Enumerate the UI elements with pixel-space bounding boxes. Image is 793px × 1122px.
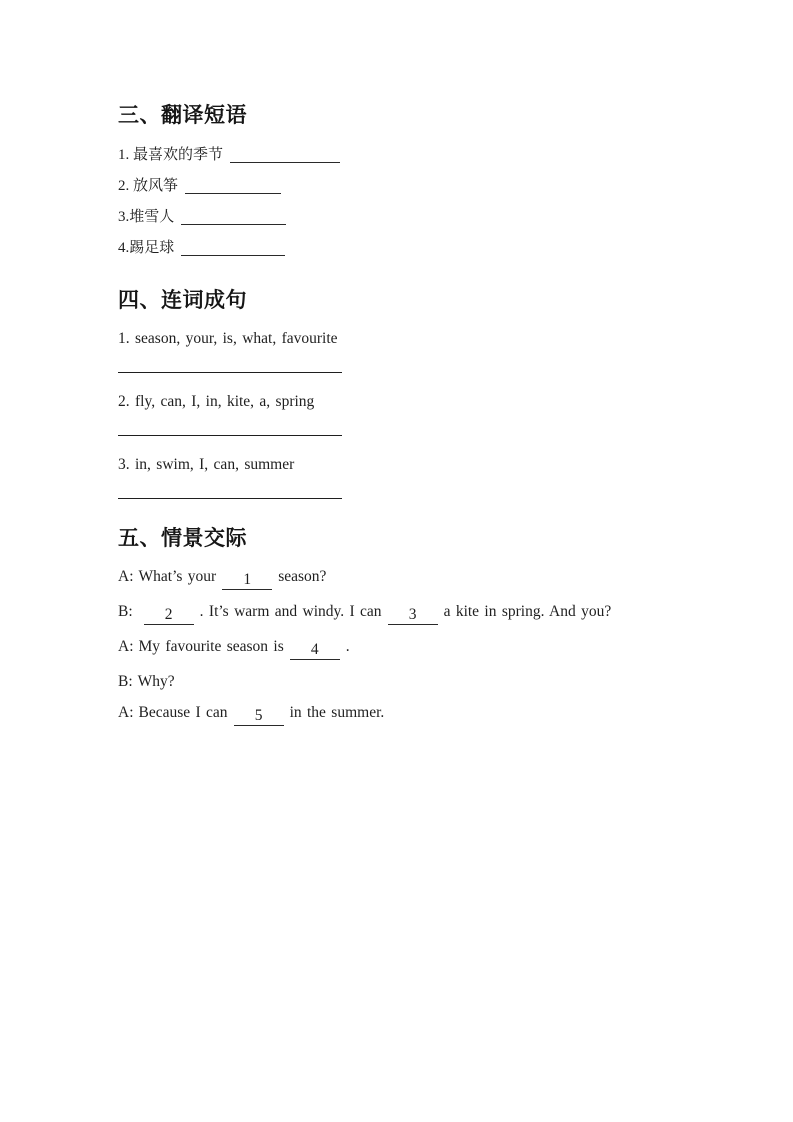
- answer-blank-line: [230, 149, 340, 163]
- translate-item-label: 4.踢足球: [118, 240, 175, 256]
- dialog-speaker: A:: [118, 638, 134, 655]
- numbered-blank: 4: [290, 642, 340, 660]
- dialog-line: [118, 603, 733, 625]
- dialog-line: [118, 638, 733, 660]
- answer-line: [118, 473, 342, 499]
- section-translate-title: 三、翻译短语: [118, 103, 247, 127]
- numbered-blank: 3: [388, 607, 438, 625]
- dialog-speaker: A:: [118, 568, 134, 585]
- translate-item: [118, 147, 733, 163]
- section-situational-dialog: [118, 526, 733, 726]
- numbered-blank: 2: [144, 607, 194, 625]
- answer-blank-line: [181, 211, 286, 225]
- translate-items: [118, 147, 733, 256]
- translate-item: [118, 240, 733, 256]
- dialog-speaker: B:: [118, 603, 133, 620]
- dialog-text: Why?: [137, 673, 175, 690]
- translate-item: [118, 178, 733, 194]
- dialog-text: season?: [278, 568, 327, 585]
- sentence-words: 2. fly, can, I, in, kite, a, spring: [118, 393, 315, 410]
- dialog-line: [118, 673, 733, 691]
- dialog-text: in the summer.: [289, 704, 385, 721]
- dialog-text: . It’s warm and windy. I can: [199, 603, 382, 620]
- dialog-text: Because I can: [138, 704, 228, 721]
- answer-line: [118, 410, 342, 436]
- answer-blank-line: [181, 242, 285, 256]
- dialog-line: [118, 568, 733, 590]
- dialog-speaker: B:: [118, 673, 133, 690]
- sentence-item: [118, 456, 733, 499]
- sentence-words: 1. season, your, is, what, favourite: [118, 330, 338, 347]
- dialog-text: a kite in spring. And you?: [443, 603, 612, 620]
- dialog-text: What’s your: [138, 568, 217, 585]
- sentence-items: [118, 330, 733, 499]
- section-dialog-title: 五、情景交际: [118, 526, 247, 550]
- translate-item: [118, 209, 733, 225]
- dialog-line: [118, 704, 733, 726]
- section-make-sentences: [118, 288, 733, 499]
- section-translate-phrases: [118, 103, 733, 256]
- sentence-item: [118, 330, 733, 373]
- translate-item-label: 2. 放风筝: [118, 178, 179, 194]
- numbered-blank: 5: [234, 708, 284, 726]
- translate-item-label: 3.堆雪人: [118, 209, 175, 225]
- answer-blank-line: [185, 180, 281, 194]
- dialog-speaker: A:: [118, 704, 134, 721]
- dialog-text: .: [345, 638, 350, 655]
- dialog-lines: [118, 568, 733, 726]
- sentence-item: [118, 393, 733, 436]
- dialog-text: My favourite season is: [138, 638, 284, 655]
- translate-item-label: 1. 最喜欢的季节: [118, 147, 224, 163]
- answer-line: [118, 347, 342, 373]
- sentence-words: 3. in, swim, I, can, summer: [118, 456, 295, 473]
- section-sentences-title: 四、连词成句: [118, 288, 247, 312]
- numbered-blank: 1: [222, 572, 272, 590]
